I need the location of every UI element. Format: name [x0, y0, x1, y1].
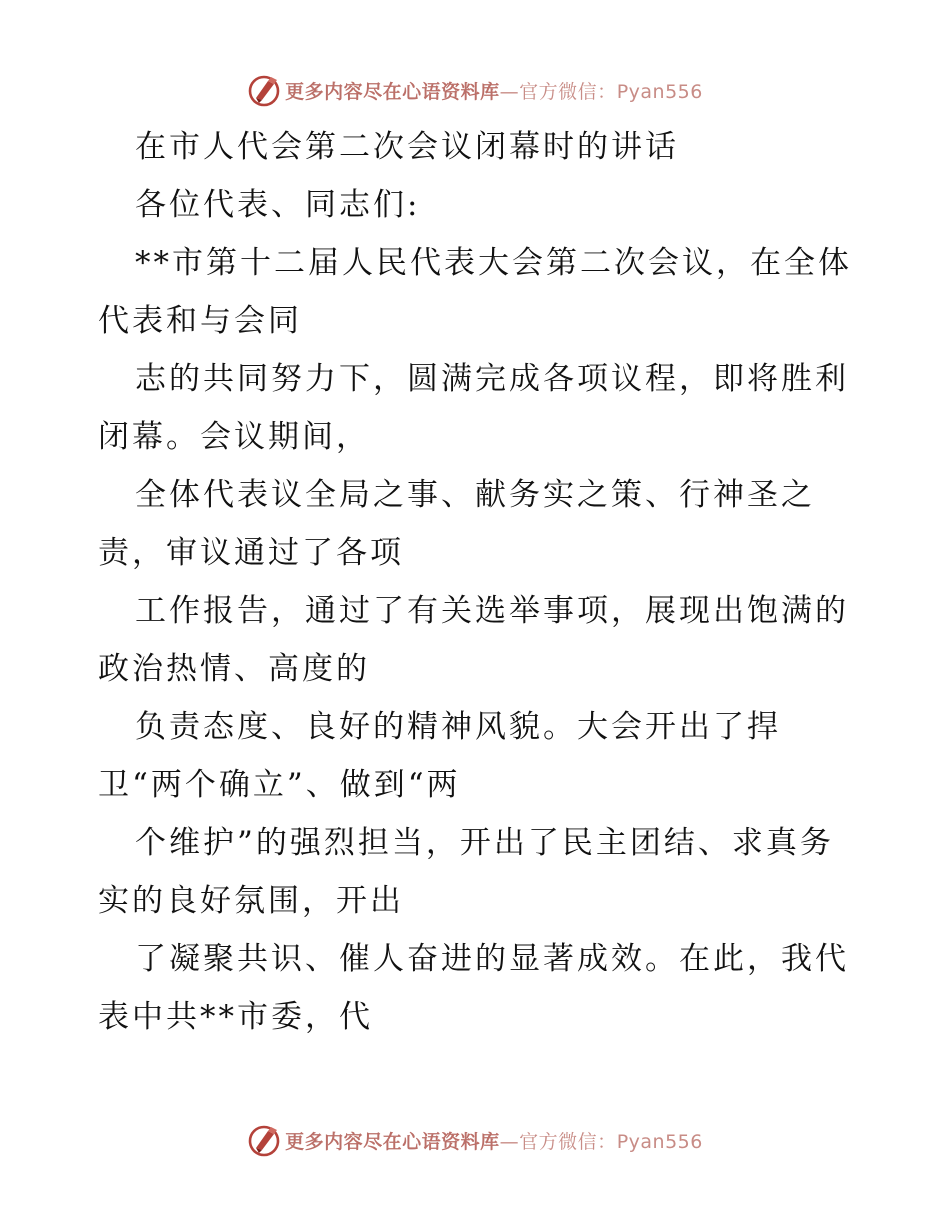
- paragraph-line: 个维护”的强烈担当，开出了民主团结、求真务实的良好氛围，开出: [98, 825, 834, 919]
- paragraph-line: 志的共同努力下，圆满完成各项议程，即将胜利闭幕。会议期间，: [98, 361, 849, 455]
- pen-logo-icon: [247, 73, 281, 107]
- banner-wechat-id: Pyan556: [616, 80, 703, 103]
- document-title: 在市人代会第二次会议闭幕时的讲话: [135, 129, 679, 165]
- banner-wechat-id: Pyan556: [616, 1130, 703, 1153]
- banner-text: [285, 1127, 703, 1154]
- paragraph-line: **市第十二届人民代表大会第二次会议，在全体代表和与会同: [98, 245, 852, 339]
- paragraph-line: 了凝聚共识、催人奋进的显著成效。在此，我代表中共**市委，代: [98, 941, 849, 1035]
- footer-banner: [0, 1120, 950, 1160]
- paragraph-line: 工作报告，通过了有关选举事项，展现出饱满的政治热情、高度的: [98, 593, 849, 687]
- banner-wechat-label: 官方微信：: [519, 1130, 617, 1153]
- document-body: [98, 118, 853, 1046]
- banner-wechat-label: 官方微信：: [519, 80, 617, 103]
- header-banner: [0, 70, 950, 110]
- paragraph-line: 全体代表议全局之事、献务实之策、行神圣之责，审议通过了各项: [98, 477, 815, 571]
- banner-site-name: 更多内容尽在心语资料库: [285, 1130, 500, 1153]
- pen-logo-icon: [247, 1123, 281, 1157]
- banner-dash: —: [499, 80, 520, 103]
- banner-site-name: 更多内容尽在心语资料库: [285, 80, 500, 103]
- banner-text: [285, 77, 703, 104]
- document-salutation: 各位代表、同志们:: [135, 187, 421, 223]
- banner-dash: —: [499, 1130, 520, 1153]
- paragraph-line: 负责态度、良好的精神风貌。大会开出了捍卫“两个确立”、做到“两: [98, 709, 781, 803]
